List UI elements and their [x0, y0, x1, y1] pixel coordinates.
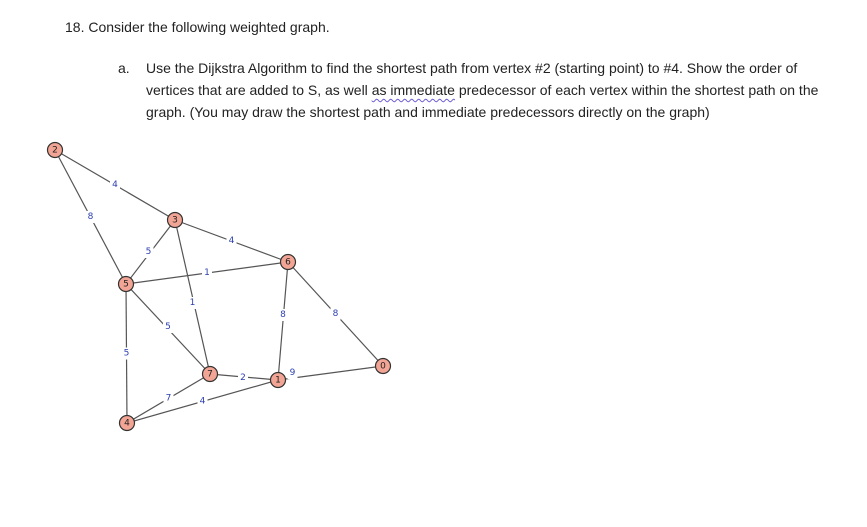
edge-weight-label: 1 — [204, 268, 210, 278]
vertex-label: 0 — [380, 361, 386, 372]
edge-weight-7-1 — [238, 372, 248, 384]
edge-weight-5-4 — [122, 348, 132, 360]
edge-weight-3-7 — [188, 297, 198, 309]
spellcheck-underlined-phrase: as immediate — [371, 82, 455, 98]
edge-weight-7-4 — [164, 393, 174, 405]
edge-weight-label: 5 — [145, 247, 152, 257]
edge-weight-label: 1 — [189, 298, 196, 308]
instructions-text-end: predecessor of each vertex within the shortest path on the graph. (You may draw the shortest path and immediate predecessors directly on the graph) — [146, 82, 819, 120]
graph-edges — [55, 150, 383, 423]
vertex-label: 7 — [207, 369, 213, 380]
vertex-4 — [120, 416, 135, 431]
edge-weight-label: 5 — [123, 348, 130, 359]
question-number: 18. — [65, 19, 85, 35]
edge-weight-6-1 — [278, 309, 288, 321]
edge-weight-1-0 — [288, 367, 298, 379]
edge-weight-label: 9 — [289, 368, 296, 378]
graph-vertices — [48, 143, 391, 431]
edge-weight-label: 4 — [112, 180, 118, 190]
edge-weight-label: 4 — [199, 396, 206, 407]
vertex-label: 3 — [172, 215, 178, 226]
question-text: Consider the following weighted graph. — [88, 19, 330, 35]
edge-weight-2-5 — [86, 211, 96, 223]
edge-weight-label: 2 — [240, 373, 246, 383]
vertex-1 — [271, 373, 286, 388]
vertex-label: 6 — [285, 257, 291, 268]
vertex-7 — [203, 367, 218, 382]
subpart-marker: a. — [118, 60, 130, 76]
vertex-6 — [281, 255, 296, 270]
edge-weight-label: 5 — [165, 322, 171, 332]
edge-weight-5-7 — [163, 321, 173, 333]
vertex-label: 1 — [275, 375, 281, 386]
edge-weight-6-0 — [331, 308, 341, 320]
edge-weight-3-5 — [144, 246, 154, 258]
edge-weight-1-4 — [198, 396, 208, 408]
vertex-label: 2 — [52, 145, 58, 156]
vertex-0 — [376, 359, 391, 374]
vertex-label: 4 — [124, 418, 130, 429]
vertex-2 — [48, 143, 63, 158]
edge-weight-label: 7 — [165, 393, 172, 404]
edge-weight-label: 8 — [280, 310, 286, 320]
edge-weight-label: 4 — [228, 236, 235, 246]
vertex-5 — [119, 277, 134, 292]
instructions-text-start: Use the Dijkstra Algorithm to find the shortest path from vertex #2 (starting point) to #4. Show the order of vertices that are added to S, as well — [146, 60, 798, 98]
edge-weight-2-3 — [110, 179, 120, 191]
edge-weight-label: 8 — [87, 212, 94, 222]
edge-weight-3-6 — [227, 235, 237, 247]
vertex-label: 5 — [123, 279, 129, 290]
vertex-3 — [168, 213, 183, 228]
edge-weight-5-6 — [202, 267, 212, 279]
edge-weight-label: 8 — [332, 309, 339, 319]
